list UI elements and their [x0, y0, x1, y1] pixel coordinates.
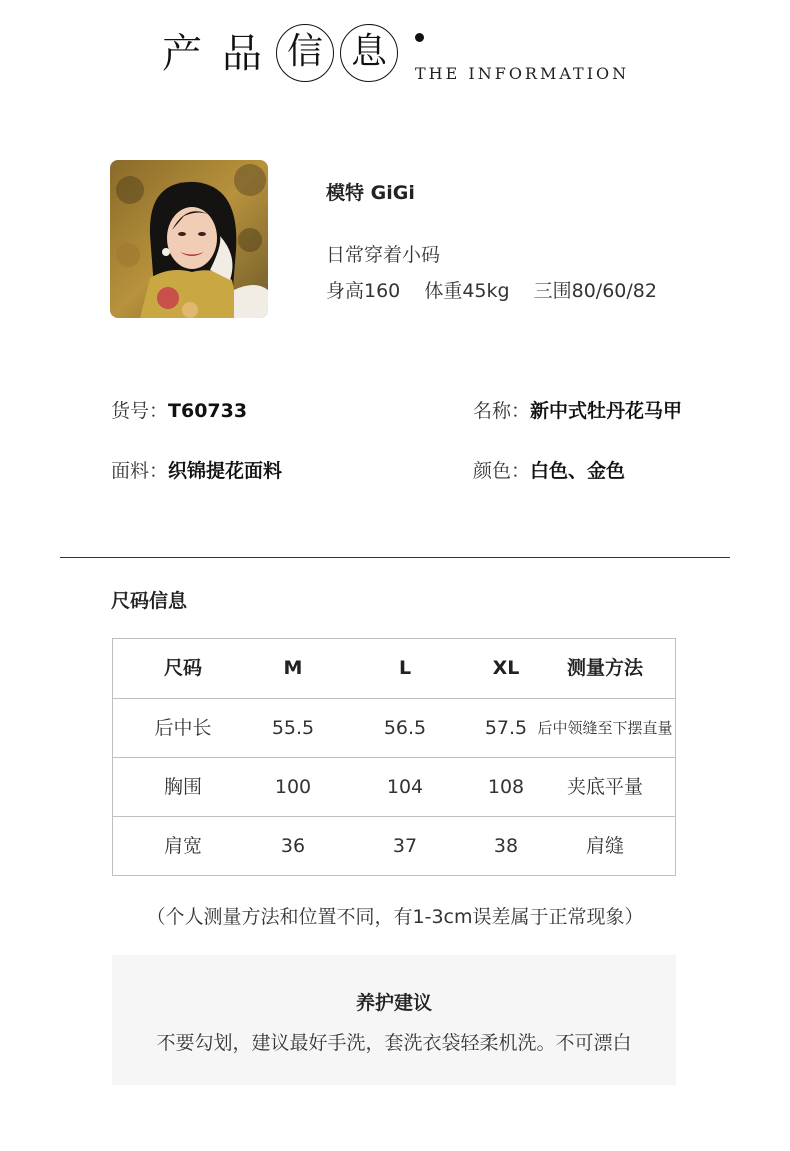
table-cell: 36: [280, 835, 306, 857]
table-cell: 后中长: [154, 717, 212, 739]
header-dot: [415, 33, 424, 42]
size-table: [112, 638, 676, 876]
table-header-cell: 尺码: [163, 657, 202, 679]
name-label: 名称：: [473, 400, 531, 422]
table-cell: 胸围: [163, 776, 202, 798]
table-header-cell: L: [398, 657, 412, 679]
table-cell: 55.5: [271, 717, 315, 739]
table-cell: 56.5: [383, 717, 427, 739]
model-size-note: 日常穿着小码: [326, 244, 441, 266]
table-header-cell: 测量方法: [566, 657, 643, 679]
color-label: 颜色：: [473, 460, 531, 482]
table-cell: 108: [487, 776, 525, 798]
product-color: [473, 456, 625, 483]
table-row: [113, 757, 675, 817]
product-name: [473, 396, 682, 423]
model-photo: [110, 160, 268, 318]
table-cell: 104: [386, 776, 424, 798]
table-header-cell: XL: [492, 657, 520, 679]
table-header-cell: M: [283, 657, 303, 679]
section-divider: [60, 557, 730, 558]
measurement-note: （个人测量方法和位置不同，有1-3cm误差属于正常现象）: [146, 906, 644, 928]
table-cell: 后中领缝至下摆直量: [537, 719, 673, 737]
table-row: [113, 698, 675, 758]
table-cell: 100: [274, 776, 312, 798]
size-info-title: 尺码信息: [111, 590, 188, 612]
care-box: [112, 955, 676, 1085]
header-char-2: 品: [222, 31, 262, 77]
page-header: [0, 0, 790, 110]
care-text: 不要勾划，建议最好手洗，套洗衣袋轻柔机洗。不可漂白: [156, 1032, 632, 1054]
product-fabric: [111, 456, 282, 483]
table-row: [113, 816, 675, 876]
model-measurements: [326, 276, 675, 303]
header-subtitle: THE INFORMATION: [415, 64, 630, 83]
table-cell: 57.5: [484, 717, 528, 739]
header-char-3-circled: 信: [276, 24, 334, 82]
table-header-row: [113, 639, 675, 698]
table-cell: 37: [392, 835, 418, 857]
table-cell: 38: [493, 835, 519, 857]
model-name: 模特 GiGi: [326, 182, 415, 204]
item-no-value: T60733: [168, 400, 248, 422]
item-no-label: 货号：: [111, 400, 169, 422]
fabric-label: 面料：: [111, 460, 169, 482]
header-char-1: 产: [162, 31, 202, 77]
care-title: 养护建议: [355, 992, 432, 1014]
header-char-4-circled: 息: [340, 24, 398, 82]
table-cell: 夹底平量: [566, 776, 643, 798]
product-item-no: [111, 396, 247, 423]
model-height: 身高160: [326, 280, 401, 302]
model-weight: 体重45kg: [424, 280, 510, 302]
table-cell: 肩宽: [163, 835, 202, 857]
fabric-value: 织锦提花面料: [168, 460, 283, 482]
color-value: 白色、金色: [530, 460, 626, 482]
table-cell: 肩缝: [585, 835, 624, 857]
name-value: 新中式牡丹花马甲: [530, 400, 683, 422]
model-bust-waist-hip: 三围80/60/82: [533, 280, 657, 302]
